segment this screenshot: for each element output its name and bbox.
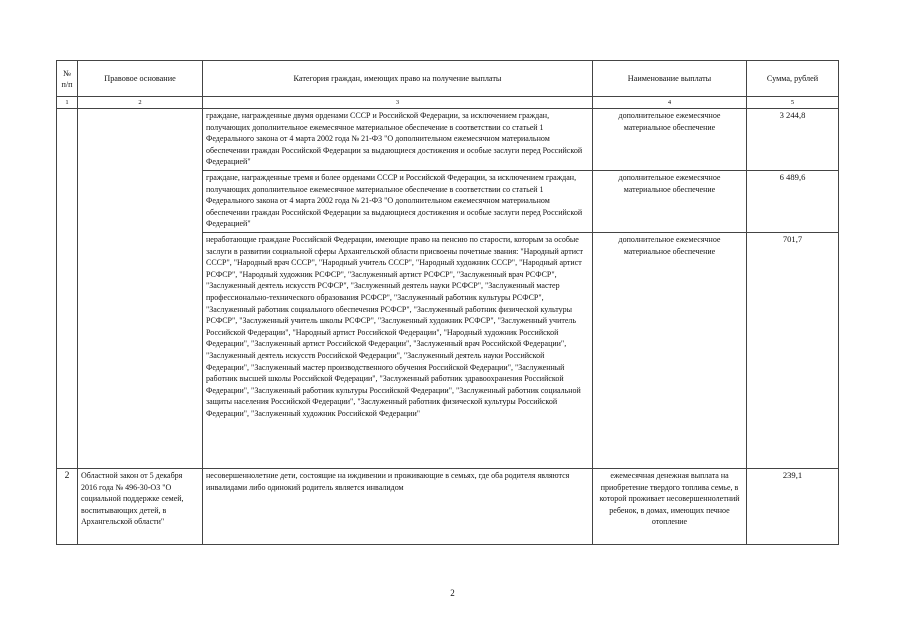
payment-name-cell: дополнительное ежемесячное материальное обеспечение <box>593 109 747 171</box>
category-cell: неработающие граждане Российской Федерации, имеющие право на пенсию по старости, которым за особые заслуги в развитии социальной сферы Архангельской области присвоены почетные звания: "Народный артист СССР", "Народный врач СССР", "Народный учитель СССР", "Народный художник СССР", "Народный артист РСФСР", "Народный художник РСФСР", "Заслуженный артист РСФСР", "Заслуженный врач РСФСР", "Заслуженный деятель искусств РСФСР", "Заслуженный деятель науки РСФСР", "Заслуженный мастер профессионально-технического образования РСФСР", "Заслуженный работник культуры РСФСР", "Заслуженный работник социального обеспечения РСФСР", "Заслуженный работник физической культуры РСФСР", "Заслуженный учитель школы РСФСР", "Заслуженный художник РСФСР", "Заслуженный учитель Российской Федерации", "Народный артист Российской Федерации", "Народный художник Российской Федерации", "Заслуженный артист Российской Федерации", "Заслуженный врач Российской Федерации", "Заслуженный деятель искусств Российской Федерации", "Заслуженный деятель науки Российской Федерации", "Заслуженный мастер производственного обучения Российской Федерации", "Заслуженный работник высшей школы Российской Федерации", "Заслуженный работник здравоохранения Российской Федерации", "Заслуженный работник культуры Российской Федерации", "Заслуженный работник социальной защиты населения Российской Федерации", "Заслуженный работник физической культуры Российской Федерации", "Заслуженный художник Российской Федерации" <box>203 233 593 469</box>
column-number: 1 <box>57 97 78 109</box>
sum-cell: 3 244,8 <box>747 109 839 171</box>
payments-table <box>56 60 839 545</box>
sum-cell: 239,1 <box>747 469 839 545</box>
table-row <box>57 109 839 171</box>
category-cell: граждане, награжденные тремя и более орденами СССР и Российской Федерации, за исключением граждан, получающих дополнительное ежемесячное материальное обеспечение в соответствии со статьей 1 Федерального закона от 4 марта 2002 года № 21-ФЗ "О дополнительном ежемесячном материальном обеспечении граждан Российской Федерации за выдающиеся достижения и особые заслуги перед Российской Федерацией" <box>203 171 593 233</box>
legal-basis-cell: Областной закон от 5 декабря 2016 года № 496-30-ОЗ "О социальной поддержке семей, воспитывающих детей, в Архангельской области" <box>78 469 203 545</box>
table-row <box>57 469 839 545</box>
column-number: 4 <box>593 97 747 109</box>
sum-cell: 6 489,6 <box>747 171 839 233</box>
row-number: 2 <box>57 469 78 545</box>
category-cell: несовершеннолетние дети, состоящие на иждивении и проживающие в семьях, где оба родителя являются инвалидами либо одинокий родитель является инвалидом <box>203 469 593 545</box>
header-category: Категория граждан, имеющих право на получение выплаты <box>203 61 593 97</box>
header-row <box>57 61 839 97</box>
page-number: 2 <box>450 588 455 598</box>
payment-name-cell: ежемесячная денежная выплата на приобретение твердого топлива семье, в которой проживает несовершеннолетний ребенок, в домах, имеющих печное отопление <box>593 469 747 545</box>
row-number <box>57 109 78 469</box>
category-cell: граждане, награжденные двумя орденами СССР и Российской Федерации, за исключением граждан, получающих дополнительное ежемесячное материальное обеспечение в соответствии со статьей 1 Федерального закона от 4 марта 2002 года № 21-ФЗ "О дополнительном ежемесячном материальном обеспечении граждан Российской Федерации за выдающиеся достижения и особые заслуги перед Российской Федерацией" <box>203 109 593 171</box>
column-number: 3 <box>203 97 593 109</box>
header-number: № п/п <box>57 61 78 97</box>
payment-name-cell: дополнительное ежемесячное материальное обеспечение <box>593 171 747 233</box>
column-number: 5 <box>747 97 839 109</box>
sum-cell: 701,7 <box>747 233 839 469</box>
header-legal-basis: Правовое основание <box>78 61 203 97</box>
legal-basis-cell <box>78 109 203 469</box>
header-sum: Сумма, рублей <box>747 61 839 97</box>
header-payment-name: Наименование выплаты <box>593 61 747 97</box>
column-number-row <box>57 97 839 109</box>
column-number: 2 <box>78 97 203 109</box>
payment-name-cell: дополнительное ежемесячное материальное обеспечение <box>593 233 747 469</box>
